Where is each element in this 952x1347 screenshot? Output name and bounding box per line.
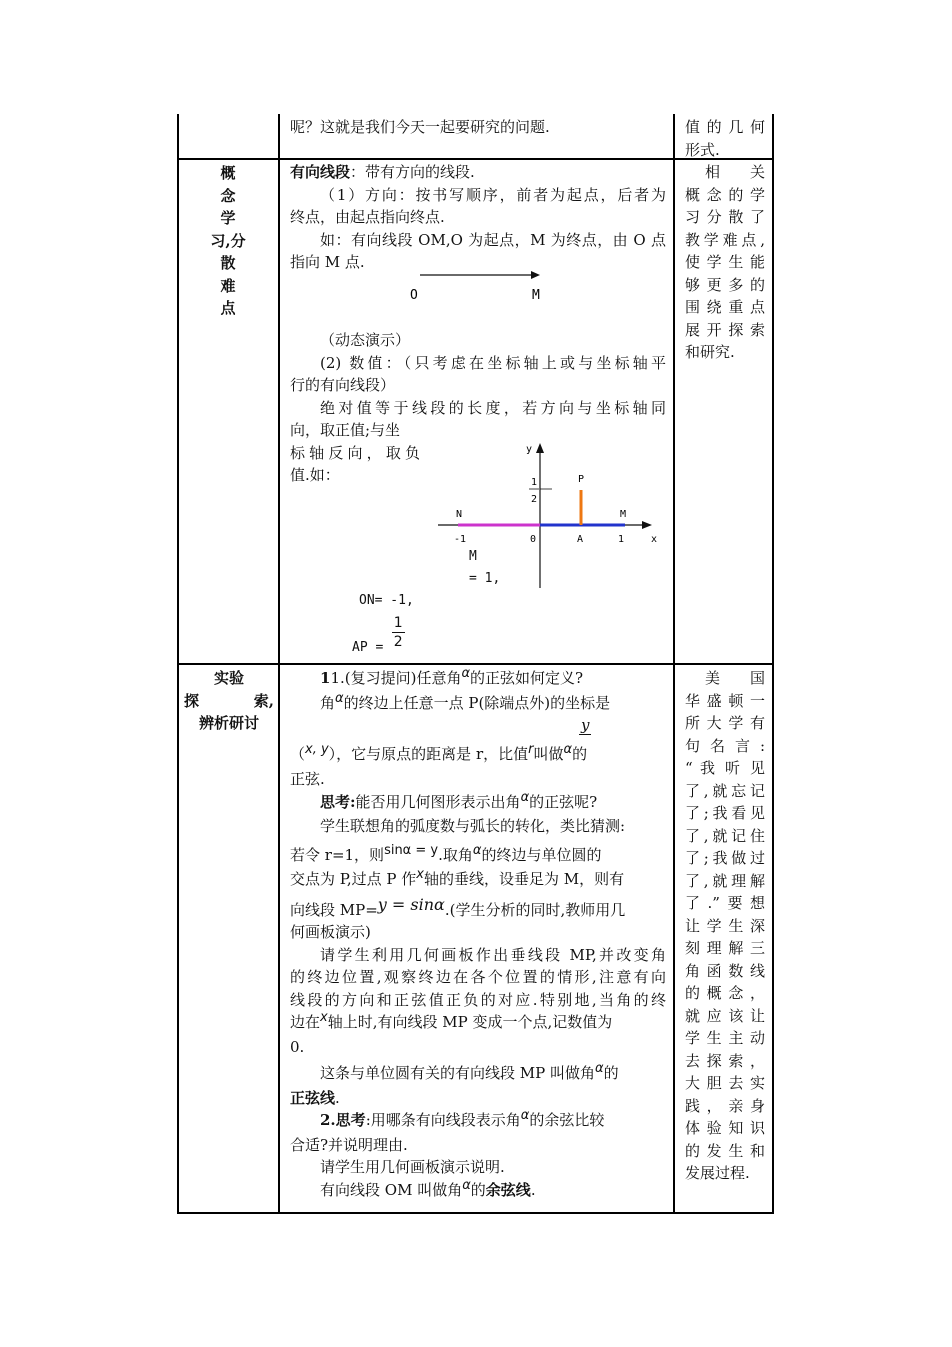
row3-right-line-20: 体 验 知 识 [685,1119,765,1137]
axis-diagram [430,438,670,588]
row1-right-line2: 形式. [685,140,720,159]
alpha-symbol: α [461,666,471,681]
inter-a: 交点为 P,过点 P 作 [290,870,417,888]
row3-right-line-17: 去 探 索 ， [685,1051,765,1070]
alpha-symbol: α [595,1061,604,1076]
mp-line [290,894,666,922]
p2-d: 叫做 [533,745,564,763]
row1-right-line1: 值 的 几 何 [685,118,765,136]
ap-prefix: AP = [352,640,384,655]
row2-label-char-0: 概 [220,164,236,182]
mp-b: .(学生分析的同时,教师用几 [444,900,626,919]
p2-line2-text: （x, y），它与原点的距离是 r，比值r叫做α的 [290,742,588,763]
def-rest: ：带有方向的线段. [350,163,475,181]
row2-right-line-4: 使 学 生 能 [685,253,765,271]
edge-a: 边在 [290,1013,321,1031]
q2-line2: 合适?并说明理由. [290,1135,408,1154]
row3-right-line-3: 句 名 言 : [685,736,765,755]
row2-right-line-2: 习 分 散 了 [685,208,765,226]
if-formula: sinα = y [384,842,439,858]
x-variable: x [320,1010,328,1025]
x-axis-label: x [651,534,658,545]
q1-line: 11.(复习提问)任意角α的正弦如何定义? [320,666,584,687]
ask-line-1: 的终边位置,观察终边在各个位置的情形,注意有向 [290,968,666,986]
row3-right-line-19: 践 ， 亲 身 [685,1096,765,1115]
p2-line2 [290,716,666,768]
table-border-bottom [177,1212,774,1214]
sine-term: 正弦线 [290,1088,336,1107]
def-term: 有向线段 [290,163,351,181]
demo2-line: 请学生用几何画板演示说明. [320,1158,505,1176]
row2-label [180,162,276,320]
think-end: 的正弦呢? [529,792,598,811]
point-n-label: N [456,509,463,520]
p2-c: ），它与原点的距离是 r，比值 [328,745,529,763]
alpha-symbol: α [520,789,530,805]
row3-right [685,667,765,1185]
inter-line [290,868,666,893]
arrow-label-m: M [532,288,540,303]
def-line [290,161,666,184]
p2-e: 的 [572,745,588,763]
sine-term-line [290,1087,666,1110]
row3-right-line-21: 的 发 生 和 [685,1141,765,1160]
row2-right-line-7: 展 开 探 索 [685,320,765,339]
row2-right-line-5: 够 更 多 的 [685,275,765,294]
row3-right-line-11: 让 学 生 深 [685,916,765,935]
row2-label-char-4: 散 [220,254,236,272]
ask-line-0: 请学生利用几何画板作出垂线段 MP,并改变角 [320,945,666,964]
om-value-line2: = 1, [469,571,501,586]
row2-right [685,161,765,364]
x-variable: x [416,867,424,882]
cos-line [290,1179,666,1204]
edge-b: 轴上时,有向线段 MP 变成一个点,记数值为 [327,1013,613,1031]
if-c: 的终边与单位圆的 [481,845,602,864]
tick-1: 1 [618,534,625,545]
dir-line1: （1）方向：按书写顺序，前者为起点，后者为 [320,185,666,204]
mp-c: 何画板演示) [290,923,371,941]
row3-right-line-2: 所 大 学 有 [685,714,765,732]
row3-label [184,667,274,735]
mp-formula: y = sinα [377,894,445,914]
think-line [290,791,666,816]
row1-right [685,116,765,161]
alpha-symbol: α [520,1108,530,1123]
alpha-symbol: α [563,742,573,757]
p2-line [290,692,666,717]
abs-line4: 值.如： [290,466,340,484]
q2-rest: :用哪条有向线段表示角 [365,1111,521,1129]
row3-right-line-14: 的 概 念 ， [685,984,765,1002]
row3-right-line-1: 华 盛 顿 一 [685,691,765,710]
row2-right-line-3: 教学难点, [685,230,765,249]
on-value: ON= -1, [359,593,414,608]
q2-term: 思考 [335,1111,366,1129]
directed-segment-diagram [400,265,560,305]
row3-right-line-18: 大 胆 去 实 [685,1074,765,1092]
abs-line2: 向，取正值;与坐 [290,421,401,439]
sine-line [290,1062,666,1087]
tick-0: 0 [530,534,537,545]
ap-value [352,614,405,655]
row2-label-char-3: 习,分 [210,231,246,250]
x-axis-arrow [642,521,652,529]
q1-text: 1.(复习提问)任意角 [330,669,462,687]
row3-right-line-15: 就 应 该 让 [685,1006,765,1025]
row3-label-line2a: 探 [184,691,200,710]
row2-right-line-1: 概 念 的 学 [685,185,765,204]
row3-right-line-10: 了.”要想 [685,894,765,912]
row2-label-char-1: 念 [220,186,236,205]
row3-right-line-4: “ 我 听 见 [685,759,765,777]
row3-right-line-16: 学 生 主 动 [685,1029,765,1047]
if-line [290,844,666,869]
sine-dot: . [335,1088,340,1107]
row1-middle [290,116,550,139]
row3-right-line-7: 了,就记住 [685,826,765,845]
row2-right-line-6: 围 绕 重 点 [685,298,765,316]
half-numerator: 1 [531,477,538,488]
ex-line2: 指向 M 点. [290,253,365,271]
abs-line1: 绝对值等于线段的长度，若方向与坐标轴同 [320,398,666,417]
cos-b: 的 [470,1180,486,1199]
row2-right-line-8: 和研究. [685,343,735,361]
row3-right-line-13: 角 函 数 线 [685,961,765,980]
q2-end: 的余弦比较 [529,1111,605,1129]
alpha-symbol: α [472,842,482,858]
ask-line-2: 线段的方向和正弦值正负的对应.特别地,当角的终 [290,990,666,1009]
ap-denominator: 2 [393,634,403,650]
zero-line: 0. [290,1037,305,1056]
row-divider-2 [177,663,774,665]
row1-middle-text: 呢？这就是我们今天一起要研究的问题. [290,118,550,136]
alpha-symbol: α [335,690,344,706]
row2-label-char-6: 点 [220,299,236,317]
y-axis-arrow [536,443,544,453]
point-p-label: P [578,474,585,485]
demo-text: （动态演示） [320,331,411,349]
row3-middle [290,667,666,1203]
q2-line [290,1109,666,1134]
cos-dot: . [530,1180,536,1199]
row3-right-line-8: 了;我做过 [685,849,765,867]
tick-a: A [577,534,584,545]
ex-line1: 如：有向线段 OM,O 为起点，M 为终点，由 O 点 [320,230,666,249]
row2-label-char-5: 难 [220,276,236,295]
row3-label-line2b: 索, [253,691,274,710]
om-value-line1: M [469,549,477,564]
q1-end: 的正弦如何定义? [470,669,584,687]
row2-middle [290,161,666,274]
sine-b: 的 [603,1064,619,1082]
y-axis-label: y [526,444,533,455]
think-term: 思考: [320,792,356,811]
dir-line2: 终点，由起点指向终点. [290,208,445,226]
sine-a: 这条与单位圆有关的有向线段 MP 叫做角 [320,1064,595,1082]
guess-line: 学生联想角的弧度数与弧长的转化，类比猜测: [320,817,626,835]
p2-f: 正弦. [290,770,325,788]
think-rest: 能否用几何图形表示出角 [355,792,521,811]
row3-right-line-6: 了;我看见 [685,804,765,822]
row3-right-line-12: 刻 理 解 三 [685,939,765,957]
cos-a: 有向线段 OM 叫做角 [320,1180,463,1199]
val-line1: (2) 数值：（只考虑在坐标轴上或与坐标轴平 [320,353,666,372]
ap-numerator: 1 [393,615,403,631]
edge-line [290,1011,666,1036]
cos-term: 余弦线 [485,1180,531,1199]
row3-label-line1: 实验 [213,669,244,687]
row3-right-line-0: 美 国 [705,669,765,687]
alpha-symbol: α [462,1177,471,1193]
if-a: 若令 r=1，则 [290,845,385,864]
p2-b: 的终边上任意一点 P(除端点外)的坐标是 [343,693,611,712]
p2-frac-num: y [581,716,590,734]
row2-right-line-0: 相 关 [705,163,765,181]
row3-right-line-9: 了,就理解 [685,871,765,890]
q2-num: 2. [320,1111,336,1129]
p2-frac-den: r [528,742,534,757]
p2-a: 角 [320,693,336,712]
arrow-label-o: O [410,288,418,303]
row2-label-char-2: 学 [220,209,236,227]
half-denominator: 2 [531,494,538,505]
row3-label-line3: 辨析研讨 [198,714,259,732]
row3-right-line-22: 发展过程. [685,1164,750,1182]
mp-a: 向线段 MP= [290,900,378,919]
row3-label-line2 [184,690,274,713]
tick-neg1: -1 [454,534,467,545]
inter-b: 轴的垂线，设垂足为 M，则有 [423,870,625,888]
if-b: .取角 [438,845,473,864]
val-line2: 行的有向线段） [290,376,396,394]
row3-right-line-5: 了,就忘记 [685,781,765,800]
p2-xy: x, y [305,742,329,757]
point-m-label: M [620,509,627,520]
abs-line3: 标轴反向，取负 [290,443,420,462]
